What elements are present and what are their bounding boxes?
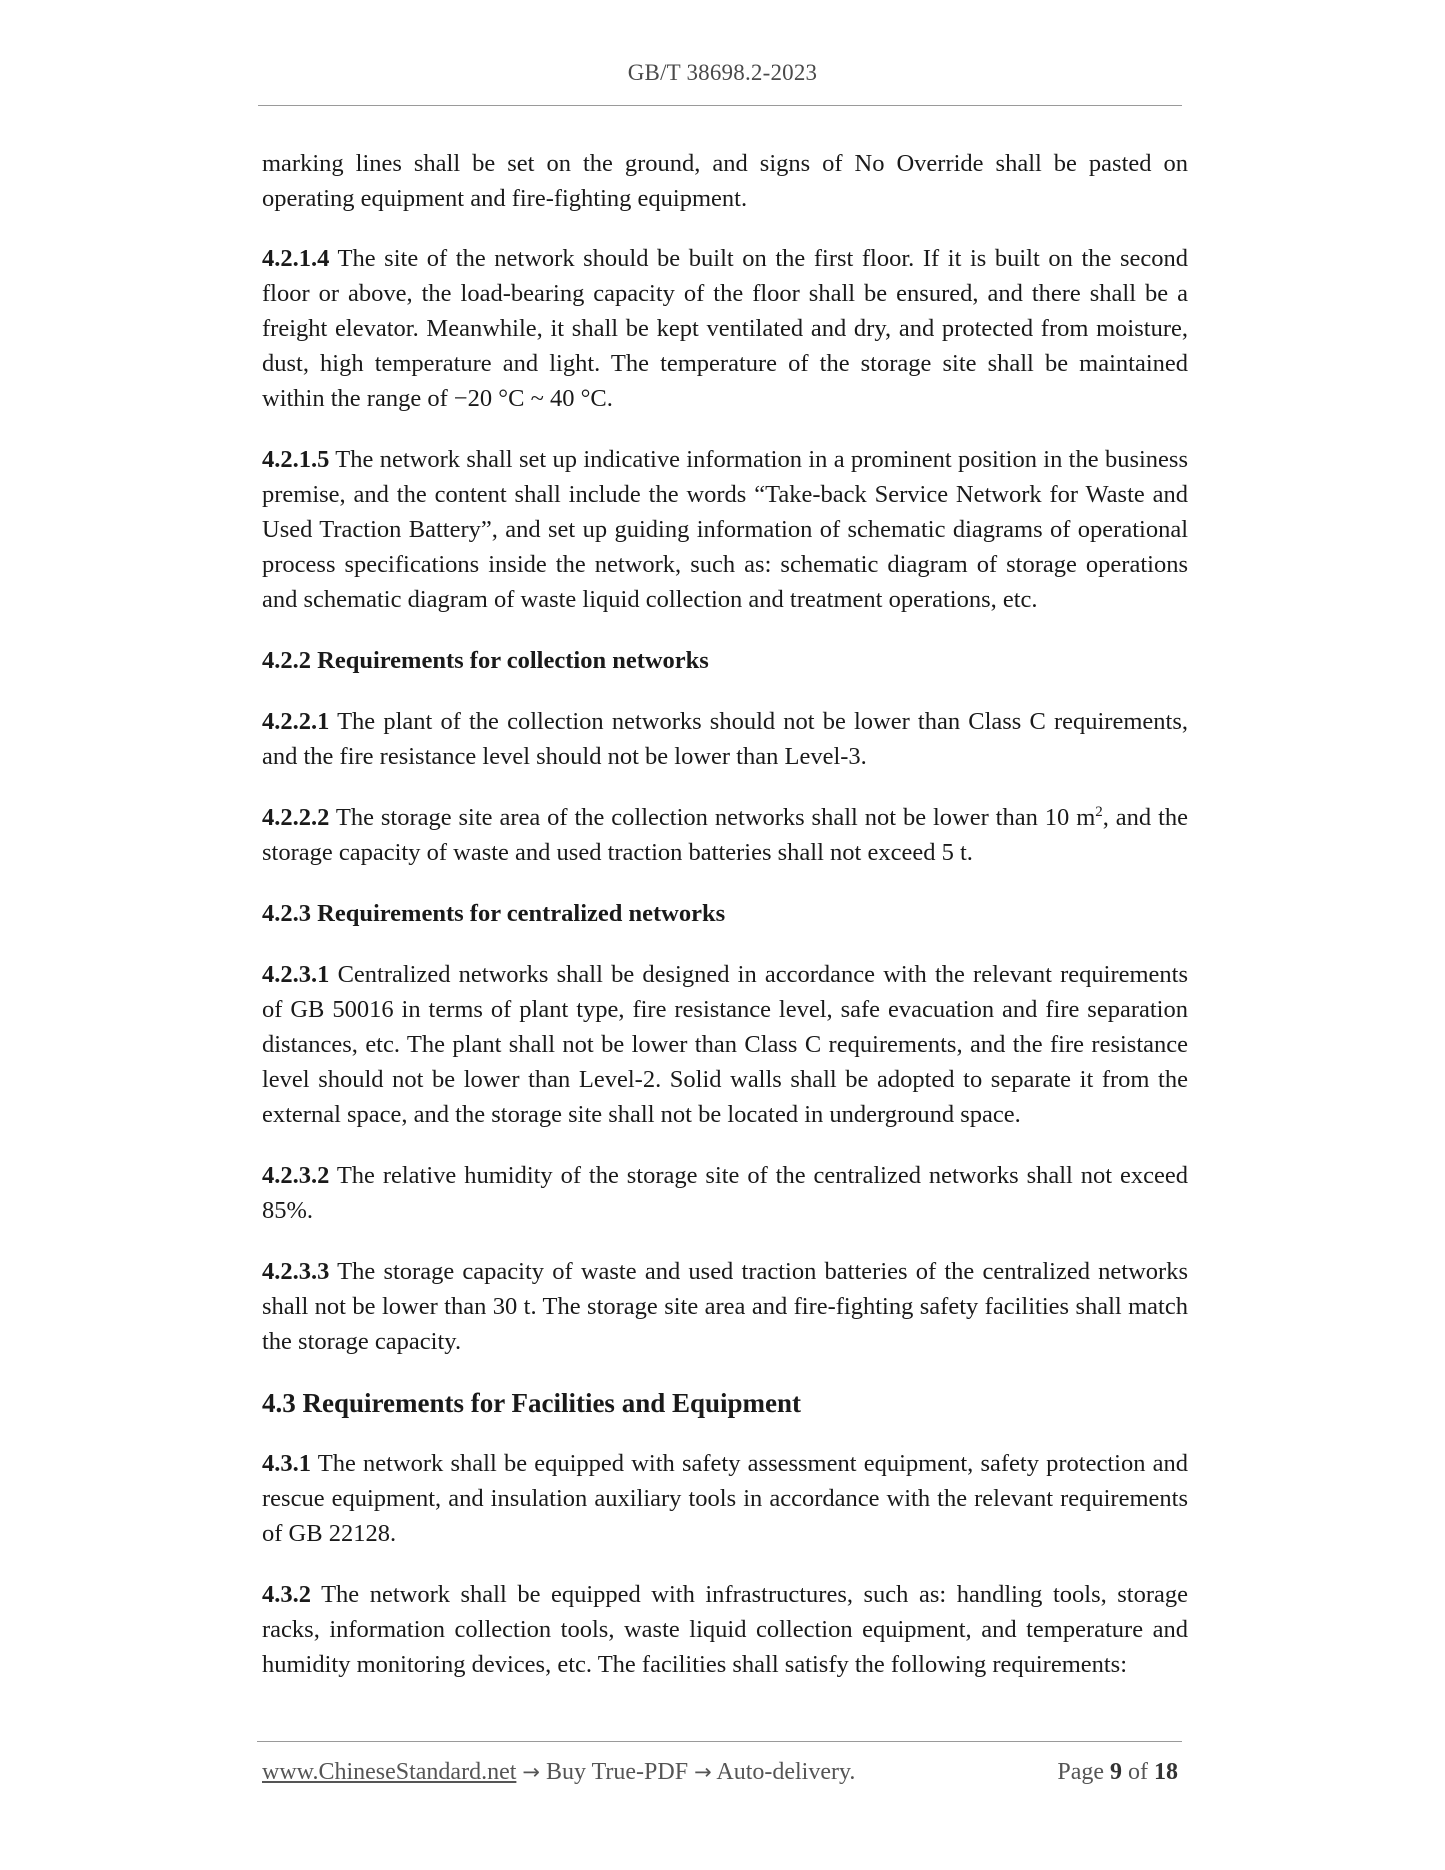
arrow-right-icon: → — [522, 1760, 540, 1784]
page-footer — [262, 1759, 1182, 1793]
clause-4-2-3-1 — [262, 957, 1188, 1132]
footer-promo — [262, 1759, 855, 1786]
clause-number: 4.2.2.1 — [262, 708, 330, 735]
clause-text: The network shall be equipped with infrastructures, such as: handling tools, storage racks, information collection tools, waste liquid collection equipment, and temperature and humidity monitoring devices, etc. The facilities shall satisfy the following requirements: — [262, 1581, 1189, 1678]
superscript: 2 — [1095, 803, 1103, 820]
current-page-number: 9 — [1110, 1759, 1122, 1785]
clause-4-2-3-3 — [262, 1254, 1188, 1359]
clause-text: The network shall set up indicative information in a prominent position in the business premise, and the content shall include the words “Take-back Service Network for Waste and Used Traction Battery”, and set up guiding information of schematic diagrams of operational process specifications inside the network, such as: schematic diagram of storage operations and schematic diagram of waste liquid collection and treatment operations, etc. — [262, 446, 1188, 613]
clause-text: The plant of the collection networks should not be lower than Class C requirements, and the fire resistance level should not be lower than Level-3. — [262, 708, 1188, 770]
clause-4-3-1 — [262, 1446, 1188, 1551]
document-header: GB/T 38698.2-2023 — [627, 60, 818, 85]
header-divider — [258, 105, 1182, 106]
clause-number: 4.2.1.5 — [262, 446, 330, 473]
page-label: Page — [1057, 1759, 1104, 1785]
auto-delivery-text: Auto-delivery. — [716, 1759, 856, 1785]
section-heading-4-2-3: 4.2.3 Requirements for centralized networks — [262, 900, 726, 927]
clause-text: The storage site area of the collection networks shall not be lower than 10 m — [335, 804, 1096, 831]
page-indicator — [1057, 1759, 1178, 1786]
website-link[interactable]: www.ChineseStandard.net — [262, 1759, 517, 1785]
buy-pdf-text: Buy True-PDF — [546, 1759, 689, 1785]
clause-number: 4.2.3.1 — [262, 961, 330, 988]
clause-text: The relative humidity of the storage site of the centralized networks shall not exceed 85%. — [262, 1162, 1188, 1224]
clause-text: The network shall be equipped with safety assessment equipment, safety protection and rescue equipment, and insulation auxiliary tools in accordance with the relevant requirements of GB 22128. — [262, 1450, 1189, 1547]
clause-4-2-2-2 — [262, 800, 1188, 870]
document-body — [262, 146, 1188, 1708]
clause-4-2-1-5 — [262, 442, 1188, 617]
clause-4-2-2-1 — [262, 704, 1188, 774]
section-heading-4-3: 4.3 Requirements for Facilities and Equipment — [262, 1388, 802, 1418]
of-label: of — [1128, 1759, 1148, 1785]
section-heading-4-2-2: 4.2.2 Requirements for collection networks — [262, 647, 709, 674]
clause-number: 4.3.2 — [262, 1581, 311, 1608]
clause-text-continued: , and the storage capacity of waste and used traction batteries shall not exceed 5 t. — [262, 804, 1189, 866]
total-pages-number: 18 — [1154, 1759, 1178, 1785]
clause-number: 4.2.1.4 — [262, 245, 330, 272]
clause-number: 4.2.3.3 — [262, 1258, 330, 1285]
paragraph-continued: marking lines shall be set on the ground, and signs of No Override shall be pasted on operating equipment and fire-fighting equipment. — [262, 150, 1188, 212]
clause-number: 4.2.2.2 — [262, 804, 330, 831]
clause-text: Centralized networks shall be designed in accordance with the relevant requirements of GB 50016 in terms of plant type, fire resistance level, safe evacuation and fire separation distances, etc. The plant shall not be lower than Class C requirements, and the fire resistance level should not be lower than Level-2. Solid walls shall be adopted to separate it from the external space, and the storage site shall not be located in underground space. — [262, 961, 1189, 1128]
clause-text: The site of the network should be built on the first floor. If it is built on the second floor or above, the load-bearing capacity of the floor shall be ensured, and there shall be a freight elevator. Meanwhile, it shall be kept ventilated and dry, and protected from moisture, dust, high temperature and light. The temperature of the storage site shall be maintained within the range of −20 °C ~ 40 °C. — [262, 245, 1188, 412]
clause-4-2-1-4 — [262, 241, 1188, 416]
clause-4-3-2 — [262, 1577, 1188, 1682]
arrow-right-icon: → — [694, 1760, 712, 1784]
clause-text: The storage capacity of waste and used traction batteries of the centralized networks shall not be lower than 30 t. The storage site area and fire-fighting safety facilities shall match the storage capacity. — [262, 1258, 1188, 1355]
footer-divider — [257, 1741, 1182, 1742]
clause-number: 4.2.3.2 — [262, 1162, 330, 1189]
clause-number: 4.3.1 — [262, 1450, 311, 1477]
clause-4-2-3-2 — [262, 1158, 1188, 1228]
